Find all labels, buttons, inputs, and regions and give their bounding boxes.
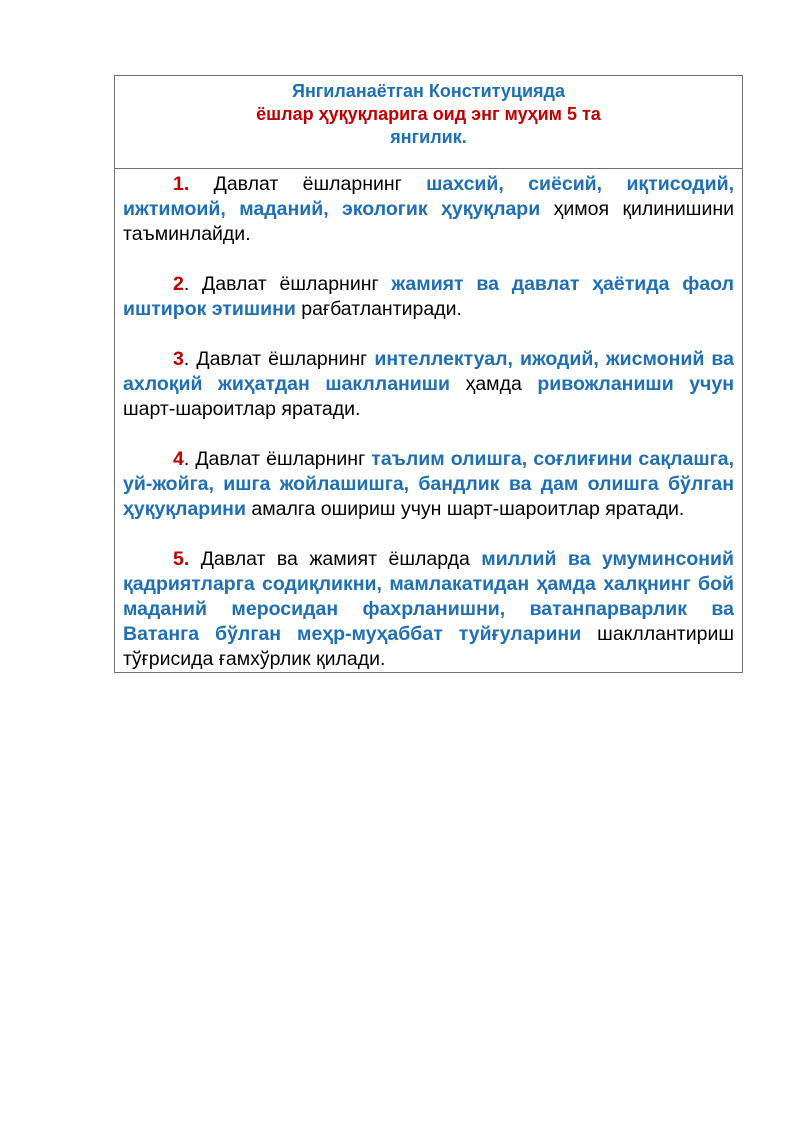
highlighted-text: шахсий, сиёсий, иқтисодий, ижтимоий, маданий, экологик ҳуқуқлари [123, 173, 734, 220]
list-item [123, 272, 734, 322]
header-title: Янгиланаётган Конституцияда [292, 81, 565, 101]
highlighted-text: миллий ва умуминсоний қадриятларга содиқликни, мамлакатидан ҳамда халқнинг бой маданий меросидан фахрланишни, ватанпарварлик ва Ватанга бўлган меҳр-муҳаббат туйғуларини [123, 548, 734, 645]
item-text: Давлат ва жамият ёшларда [189, 548, 482, 570]
item-number: 5. [173, 548, 190, 570]
item-number: 3 [173, 348, 184, 370]
item-text: Давлат ёшларнинг [189, 173, 427, 195]
item-number: 1. [173, 173, 190, 195]
item-text: . Давлат ёшларнинг [183, 348, 375, 370]
item-text: ҳамда [450, 373, 538, 395]
item-text: ҳимоя қилинишини таъминлайди. [123, 198, 734, 245]
document-table [114, 75, 743, 673]
header-subtitle-end: янгилик. [390, 127, 467, 147]
highlighted-text: интеллектуал, ижодий, жисмоний ва ахлоқий жиҳатдан шаклланиши [123, 348, 734, 395]
table-body [115, 169, 742, 672]
highlighted-text: ривожланиши учун [537, 373, 734, 395]
list-item [123, 547, 734, 672]
item-text: шарт-шароитлар яратади. [123, 398, 361, 420]
table-header [115, 76, 742, 169]
item-number: 2 [173, 273, 184, 295]
item-text: рағбатлантиради. [295, 298, 462, 320]
item-text: шакллантириш тўғрисида ғамхўрлик қилади. [123, 623, 734, 670]
list-item [123, 347, 734, 422]
item-number: 4 [173, 448, 184, 470]
item-text: . Давлат ёшларнинг [183, 273, 392, 295]
item-text: амалга ошириш учун шарт-шароитлар яратади. [245, 498, 685, 520]
header-subtitle: ёшлар ҳуқуқларига оид энг муҳим 5 та [256, 104, 601, 124]
highlighted-text: таълим олишга, соғлиғини сақлашга, уй-жойга, ишга жойлашишга, бандлик ва дам олишга бўлган ҳуқуқларини [123, 448, 734, 520]
highlighted-text: жамият ва давлат ҳаётида фаол иштирок этишини [123, 273, 734, 320]
item-text: . Давлат ёшларнинг [183, 448, 372, 470]
list-item [123, 172, 734, 247]
list-item [123, 447, 734, 522]
